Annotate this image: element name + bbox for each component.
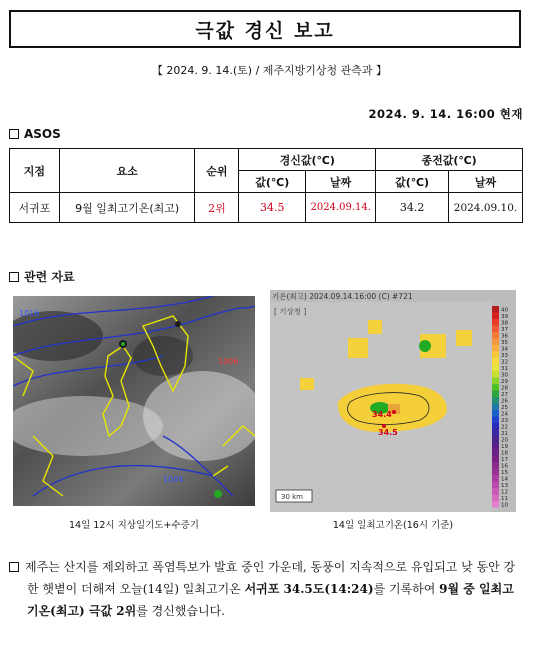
legend-swatch [492,365,499,372]
legend-swatch [492,391,499,398]
cell-new-date: 2024.09.14. [306,193,376,223]
legend-label: 38 [501,320,508,327]
legend-label: 29 [501,379,508,385]
related-section-heading [9,268,75,285]
legend-label: 13 [501,483,508,489]
legend-label: 31 [501,366,508,372]
legend-label: 36 [501,333,508,340]
legend-swatch [492,417,499,424]
legend-swatch [492,352,499,359]
table-row [10,193,523,223]
legend-label: 40 [501,307,508,314]
cell-prev-value: 34.2 [376,193,449,223]
summary-text-2: 를 기록하여 [373,582,440,596]
legend-label: 10 [501,502,508,509]
legend-swatch [492,436,499,443]
legend-swatch [492,501,499,508]
legend-swatch [492,475,499,482]
legend-swatch [492,462,499,469]
legend-label: 25 [501,405,508,411]
legend-label: 32 [501,359,508,366]
cell-rank: 2위 [195,193,239,223]
temperature-map-caption: 14일 일최고기온(16시 기준) [332,520,454,531]
legend-swatch [492,378,499,385]
legend-swatch [492,319,499,326]
temp-map-tag: [ 기상청 ] [274,307,307,316]
legend-label: 15 [501,470,508,476]
legend-label: 18 [501,450,508,457]
temperature-legend [492,306,508,509]
legend-swatch [492,404,499,411]
summary-highlight-1: 서귀포 34.5도(14:24) [244,582,374,596]
header-new-value: 값(℃) [239,171,306,193]
table-header-row [10,149,523,171]
legend-label: 39 [501,314,508,320]
asos-section-heading [9,127,61,141]
legend-swatch [492,332,499,339]
checkbox-icon [9,562,19,572]
header-new-group: 경신값(℃) [239,149,376,171]
legend-label: 19 [501,444,508,450]
legend-swatch [492,326,499,333]
summary-paragraph [9,556,523,622]
legend-label: 12 [501,489,508,496]
header-prev-date: 날짜 [449,171,523,193]
map-label-1006: 1006 [218,357,239,366]
legend-swatch [492,482,499,489]
summary-text-3: 를 경신했습니다. [136,604,225,618]
legend-label: 26 [501,398,508,405]
legend-label: 20 [501,437,508,444]
legend-swatch [492,384,499,391]
asos-section-label: ASOS [24,127,61,141]
weather-map-caption: 14일 12시 지상일기도+수증기 [69,520,199,531]
header-prev-value: 값(℃) [376,171,449,193]
legend-swatch [492,371,499,378]
cell-element: 9월 일최고기온(최고) [59,193,195,223]
legend-label: 27 [501,392,508,398]
legend-label: 16 [501,463,508,470]
temp-point-1: 34.4 [372,410,392,419]
header-rank: 순위 [195,149,239,193]
temp-map-header: 기온(최고) 2024.09.14.16:00 (C) #721 [272,292,413,301]
report-datetime: 2024. 9. 14. 16:00 현재 [368,107,523,121]
header-new-date: 날짜 [306,171,376,193]
legend-label: 21 [501,431,508,437]
legend-label: 11 [501,496,508,502]
legend-swatch [492,306,499,313]
temperature-map-image [270,290,516,512]
legend-swatch [492,423,499,430]
legend-swatch [492,456,499,463]
legend-swatch [492,313,499,320]
summary-highlight-2: 9월 중 일최고기온(최고) 극값 2위 [27,582,514,618]
legend-swatch [492,449,499,456]
temp-point-2: 34.5 [378,428,398,437]
legend-swatch [492,345,499,352]
report-subtitle: 【 2024. 9. 14.(토) / 제주지방기상청 관측과 】 [151,64,388,77]
weather-map-graphic [13,296,255,506]
legend-label: 30 [501,372,508,379]
legend-label: 28 [501,385,508,392]
legend-label: 34 [501,346,508,353]
legend-label: 17 [501,457,508,463]
legend-swatch [492,339,499,346]
legend-swatch [492,430,499,437]
legend-label: 23 [501,418,508,424]
summary-text-1: 제주는 산지를 제외하고 폭염특보가 발효 중인 가운데, 동풍이 지속적으로 유입되고 낮 동안 강한 햇볕이 더해져 오늘(14일) 일최고기온 [25,560,516,596]
temperature-map-graphic [270,290,516,512]
legend-label: 37 [501,327,508,333]
legend-swatch [492,443,499,450]
checkbox-icon [9,129,19,139]
legend-label: 33 [501,353,508,359]
legend-label: 22 [501,424,508,431]
cell-station: 서귀포 [10,193,60,223]
asos-table [9,148,523,223]
legend-swatch [492,358,499,365]
scale-label: 30 km [281,493,304,501]
weather-map-image [13,296,255,506]
report-title: 극값 경신 보고 [9,10,521,48]
map-label-1004: 1004 [163,475,184,484]
header-station: 지점 [10,149,60,193]
header-prev-group: 종전값(℃) [376,149,523,171]
legend-swatch [492,397,499,404]
legend-swatch [492,410,499,417]
legend-label: 24 [501,411,508,418]
legend-swatch [492,495,499,502]
cell-prev-date: 2024.09.10. [449,193,523,223]
legend-label: 14 [501,476,508,483]
legend-swatch [492,469,499,476]
cell-new-value: 34.5 [239,193,306,223]
checkbox-icon [9,272,19,282]
map-label-1016: 1016 [19,309,40,318]
legend-label: 35 [501,340,508,346]
related-section-label: 관련 자료 [24,270,75,284]
header-element: 요소 [59,149,195,193]
legend-swatch [492,488,499,495]
